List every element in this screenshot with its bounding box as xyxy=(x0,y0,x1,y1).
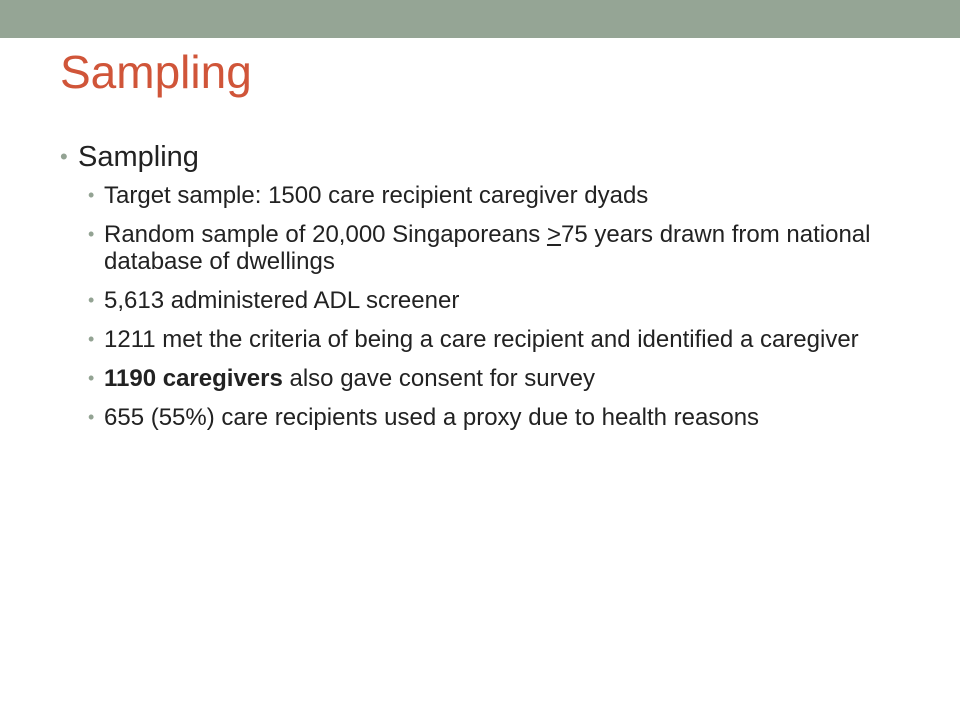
underlined-text: > xyxy=(546,221,561,248)
item-text: also gave consent for survey xyxy=(282,365,595,392)
sub-bullet-item xyxy=(60,182,880,209)
bullet-icon: • xyxy=(88,368,95,388)
bullet-icon: • xyxy=(88,185,95,205)
bullet-icon: • xyxy=(88,329,95,349)
header-band xyxy=(0,0,960,38)
sub-bullet-item xyxy=(60,404,880,431)
sub-bullet-item xyxy=(60,287,880,314)
slide-title: Sampling xyxy=(60,46,252,98)
item-text: 75 years drawn from national database of dwellings xyxy=(104,221,871,275)
bold-text: 1190 caregivers xyxy=(104,365,283,392)
item-text: Random sample of 20,000 Singaporeans xyxy=(104,221,547,248)
sub-bullet-item xyxy=(60,221,880,275)
bullet-icon: • xyxy=(60,144,68,169)
sub-bullet-item xyxy=(60,365,880,392)
item-text: 5,613 administered ADL screener xyxy=(104,287,460,314)
bullet-icon: • xyxy=(88,290,95,310)
level1-text: Sampling xyxy=(78,141,199,173)
item-text: 1211 met the criteria of being a care recipient and identified a caregiver xyxy=(104,326,859,353)
item-text: 655 (55%) care recipients used a proxy due to health reasons xyxy=(104,404,760,431)
bullet-icon: • xyxy=(88,407,95,427)
sub-bullet-list xyxy=(60,182,880,431)
item-text: Target sample: 1500 care recipient caregiver dyads xyxy=(104,182,649,209)
level1-bullet-item xyxy=(60,138,880,176)
sub-bullet-item xyxy=(60,326,880,353)
slide-body xyxy=(60,138,880,443)
bullet-icon: • xyxy=(88,224,95,244)
